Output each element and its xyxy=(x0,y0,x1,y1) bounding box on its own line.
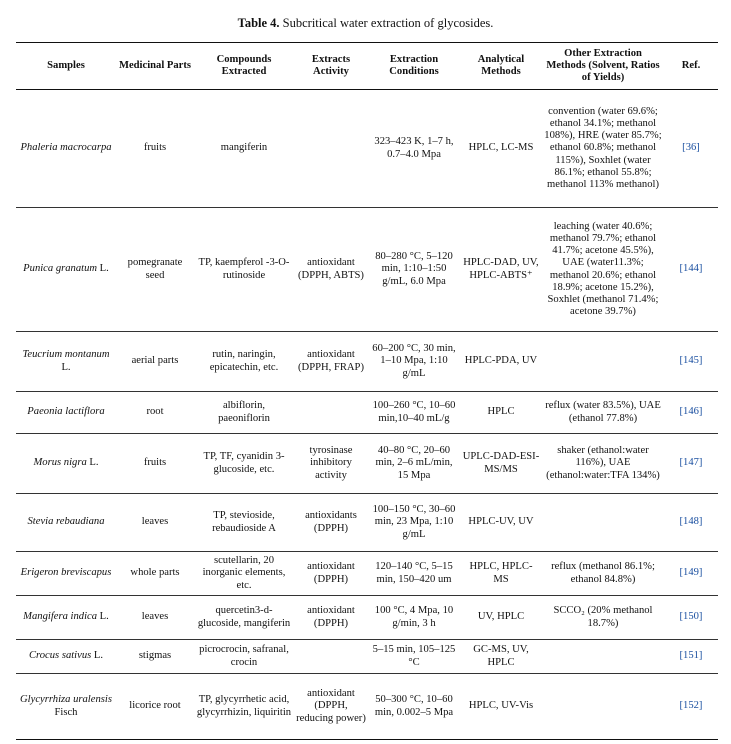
sample-species: Stevia rebaudiana xyxy=(27,516,105,528)
reference-cell[interactable]: [150] xyxy=(664,596,718,640)
sample-species: Paeonia lactiflora xyxy=(27,406,105,418)
sample-cell xyxy=(16,434,116,494)
other-methods-cell: leaching (water 40.6%; methanol 79.7%; ethanol 41.7%; acetone 45.5%), UAE (water11.3%; methanol 20.6%; ethanol 18.9%; acetone 15.2%), Soxhlet (methanol 71.4%; acetone 39.7%) xyxy=(542,208,664,332)
sample-authority: L. xyxy=(61,361,71,373)
reference-cell[interactable]: [147] xyxy=(664,434,718,494)
other-methods-cell xyxy=(542,674,664,740)
medicinal-parts-cell: pomegranate seed xyxy=(116,208,194,332)
table-row xyxy=(16,640,718,674)
table-row xyxy=(16,596,718,640)
analytical-methods-cell: HPLC, UV-Vis xyxy=(460,674,542,740)
sample-cell xyxy=(16,332,116,392)
sample-species: Erigeron breviscapus xyxy=(20,567,112,579)
other-methods-cell: shaker (ethanol:water 116%), UAE (ethanol:water:TFA 134%) xyxy=(542,434,664,494)
sample-cell xyxy=(16,392,116,434)
activity-cell xyxy=(294,640,368,674)
sample-species: Punica granatum xyxy=(23,263,98,275)
sample-authority: L. xyxy=(97,611,109,623)
analytical-methods-cell: GC-MS, UV, HPLC xyxy=(460,640,542,674)
table-row xyxy=(16,494,718,552)
table-caption xyxy=(0,16,731,31)
medicinal-parts-cell: aerial parts xyxy=(116,332,194,392)
sample-species: Crocus sativus xyxy=(28,650,92,662)
reference-cell[interactable]: [148] xyxy=(664,494,718,552)
header-row xyxy=(16,43,718,90)
other-methods-cell: reflux (methanol 86.1%; ethanol 84.8%) xyxy=(542,552,664,596)
medicinal-parts-cell: licorice root xyxy=(116,674,194,740)
table-row xyxy=(16,332,718,392)
reference-cell[interactable]: [152] xyxy=(664,674,718,740)
sample-species: Mangifera indica xyxy=(23,611,98,623)
reference-cell[interactable]: [36] xyxy=(664,90,718,208)
other-methods-cell xyxy=(542,332,664,392)
column-header: Compounds Extracted xyxy=(194,43,294,90)
table-row xyxy=(16,434,718,494)
sample-species: Phaleria macrocarpa xyxy=(20,142,112,154)
sample-cell xyxy=(16,596,116,640)
sample-species: Teucrium montanum xyxy=(22,349,110,361)
compounds-cell: scutellarin, 20 inorganic elements, etc. xyxy=(194,552,294,596)
compounds-cell: quercetin3-d-glucoside, mangiferin xyxy=(194,596,294,640)
analytical-methods-cell: HPLC, HPLC-MS xyxy=(460,552,542,596)
analytical-methods-cell: HPLC xyxy=(460,392,542,434)
reference-cell[interactable]: [149] xyxy=(664,552,718,596)
column-header: Extraction Conditions xyxy=(368,43,460,90)
sample-cell xyxy=(16,640,116,674)
analytical-methods-cell: HPLC-DAD, UV, HPLC-ABTS⁺ xyxy=(460,208,542,332)
sample-cell xyxy=(16,208,116,332)
table-caption-title: Subcritical water extraction of glycosides. xyxy=(282,16,494,30)
conditions-cell: 120–140 °C, 5–15 min, 150–420 um xyxy=(368,552,460,596)
glycosides-table xyxy=(16,42,718,740)
conditions-cell: 100–260 °C, 10–60 min,10–40 mL/g xyxy=(368,392,460,434)
conditions-cell: 50–300 °C, 10–60 min, 0.002–5 Mpa xyxy=(368,674,460,740)
other-methods-cell xyxy=(542,494,664,552)
sample-cell xyxy=(16,674,116,740)
conditions-cell: 100 °C, 4 Mpa, 10 g/min, 3 h xyxy=(368,596,460,640)
column-header: Ref. xyxy=(664,43,718,90)
medicinal-parts-cell: stigmas xyxy=(116,640,194,674)
other-methods-cell: SCCO₂ (20% methanol 18.7%) xyxy=(542,596,664,640)
sample-species: Glycyrrhiza uralensis xyxy=(20,694,112,706)
other-methods-cell: convention (water 69.6%; ethanol 34.1%; methanol 108%), HRE (water 85.7%; ethanol 60.8%; methanol 115%), Soxhlet (water 86.1%; ethanol 55.8%; methanol 113% methanol) xyxy=(542,90,664,208)
analytical-methods-cell: UPLC-DAD-ESI-MS/MS xyxy=(460,434,542,494)
activity-cell: antioxidants (DPPH) xyxy=(294,494,368,552)
reference-cell[interactable]: [144] xyxy=(664,208,718,332)
table-header xyxy=(16,43,718,90)
activity-cell xyxy=(294,90,368,208)
column-header: Other Extraction Methods (Solvent, Ratios of Yields) xyxy=(542,43,664,90)
conditions-cell: 100–150 °C, 30–60 min, 23 Mpa, 1:10 g/mL xyxy=(368,494,460,552)
column-header: Extracts Activity xyxy=(294,43,368,90)
table-row xyxy=(16,90,718,208)
compounds-cell: TP, TF, cyanidin 3-glucoside, etc. xyxy=(194,434,294,494)
conditions-cell: 40–80 °C, 20–60 min, 2–6 mL/min, 15 Mpa xyxy=(368,434,460,494)
activity-cell: antioxidant (DPPH) xyxy=(294,596,368,640)
compounds-cell: mangiferin xyxy=(194,90,294,208)
medicinal-parts-cell: leaves xyxy=(116,596,194,640)
column-header: Samples xyxy=(16,43,116,90)
analytical-methods-cell: HPLC, LC-MS xyxy=(460,90,542,208)
table-body xyxy=(16,90,718,740)
activity-cell: antioxidant (DPPH, FRAP) xyxy=(294,332,368,392)
table-caption-label: Table 4. xyxy=(237,16,280,30)
conditions-cell: 60–200 °C, 30 min, 1–10 Mpa, 1:10 g/mL xyxy=(368,332,460,392)
other-methods-cell: reflux (water 83.5%), UAE (ethanol 77.8%) xyxy=(542,392,664,434)
compounds-cell: TP, stevioside, rebaudioside A xyxy=(194,494,294,552)
activity-cell: tyrosinase inhibitory activity xyxy=(294,434,368,494)
medicinal-parts-cell: fruits xyxy=(116,90,194,208)
sample-species: Morus nigra xyxy=(33,457,87,469)
column-header: Medicinal Parts xyxy=(116,43,194,90)
reference-cell[interactable]: [151] xyxy=(664,640,718,674)
reference-cell[interactable]: [146] xyxy=(664,392,718,434)
compounds-cell: albiflorin, paeoniflorin xyxy=(194,392,294,434)
compounds-cell: picrocrocin, safranal, crocin xyxy=(194,640,294,674)
activity-cell: antioxidant (DPPH, reducing power) xyxy=(294,674,368,740)
conditions-cell: 80–280 °C, 5–120 min, 1:10–1:50 g/mL, 6.0 Mpa xyxy=(368,208,460,332)
reference-cell[interactable]: [145] xyxy=(664,332,718,392)
sample-authority: L. xyxy=(97,263,109,275)
sample-cell xyxy=(16,552,116,596)
conditions-cell: 323–423 K, 1–7 h, 0.7–4.0 Mpa xyxy=(368,90,460,208)
table-row xyxy=(16,208,718,332)
other-methods-cell xyxy=(542,640,664,674)
activity-cell: antioxidant (DPPH, ABTS) xyxy=(294,208,368,332)
table-row xyxy=(16,674,718,740)
medicinal-parts-cell: fruits xyxy=(116,434,194,494)
sample-authority: Fisch xyxy=(54,706,78,718)
conditions-cell: 5–15 min, 105–125 °C xyxy=(368,640,460,674)
medicinal-parts-cell: whole parts xyxy=(116,552,194,596)
medicinal-parts-cell: leaves xyxy=(116,494,194,552)
table-row xyxy=(16,552,718,596)
compounds-cell: TP, glycyrrhetic acid, glycyrrhizin, liquiritin xyxy=(194,674,294,740)
activity-cell: antioxidant (DPPH) xyxy=(294,552,368,596)
sample-cell xyxy=(16,494,116,552)
medicinal-parts-cell: root xyxy=(116,392,194,434)
compounds-cell: rutin, naringin, epicatechin, etc. xyxy=(194,332,294,392)
column-header: Analytical Methods xyxy=(460,43,542,90)
activity-cell xyxy=(294,392,368,434)
analytical-methods-cell: HPLC-UV, UV xyxy=(460,494,542,552)
sample-authority: L. xyxy=(86,457,99,469)
table-row xyxy=(16,392,718,434)
analytical-methods-cell: HPLC-PDA, UV xyxy=(460,332,542,392)
analytical-methods-cell: UV, HPLC xyxy=(460,596,542,640)
sample-authority: L. xyxy=(91,650,104,662)
compounds-cell: TP, kaempferol -3-O-rutinoside xyxy=(194,208,294,332)
sample-cell xyxy=(16,90,116,208)
